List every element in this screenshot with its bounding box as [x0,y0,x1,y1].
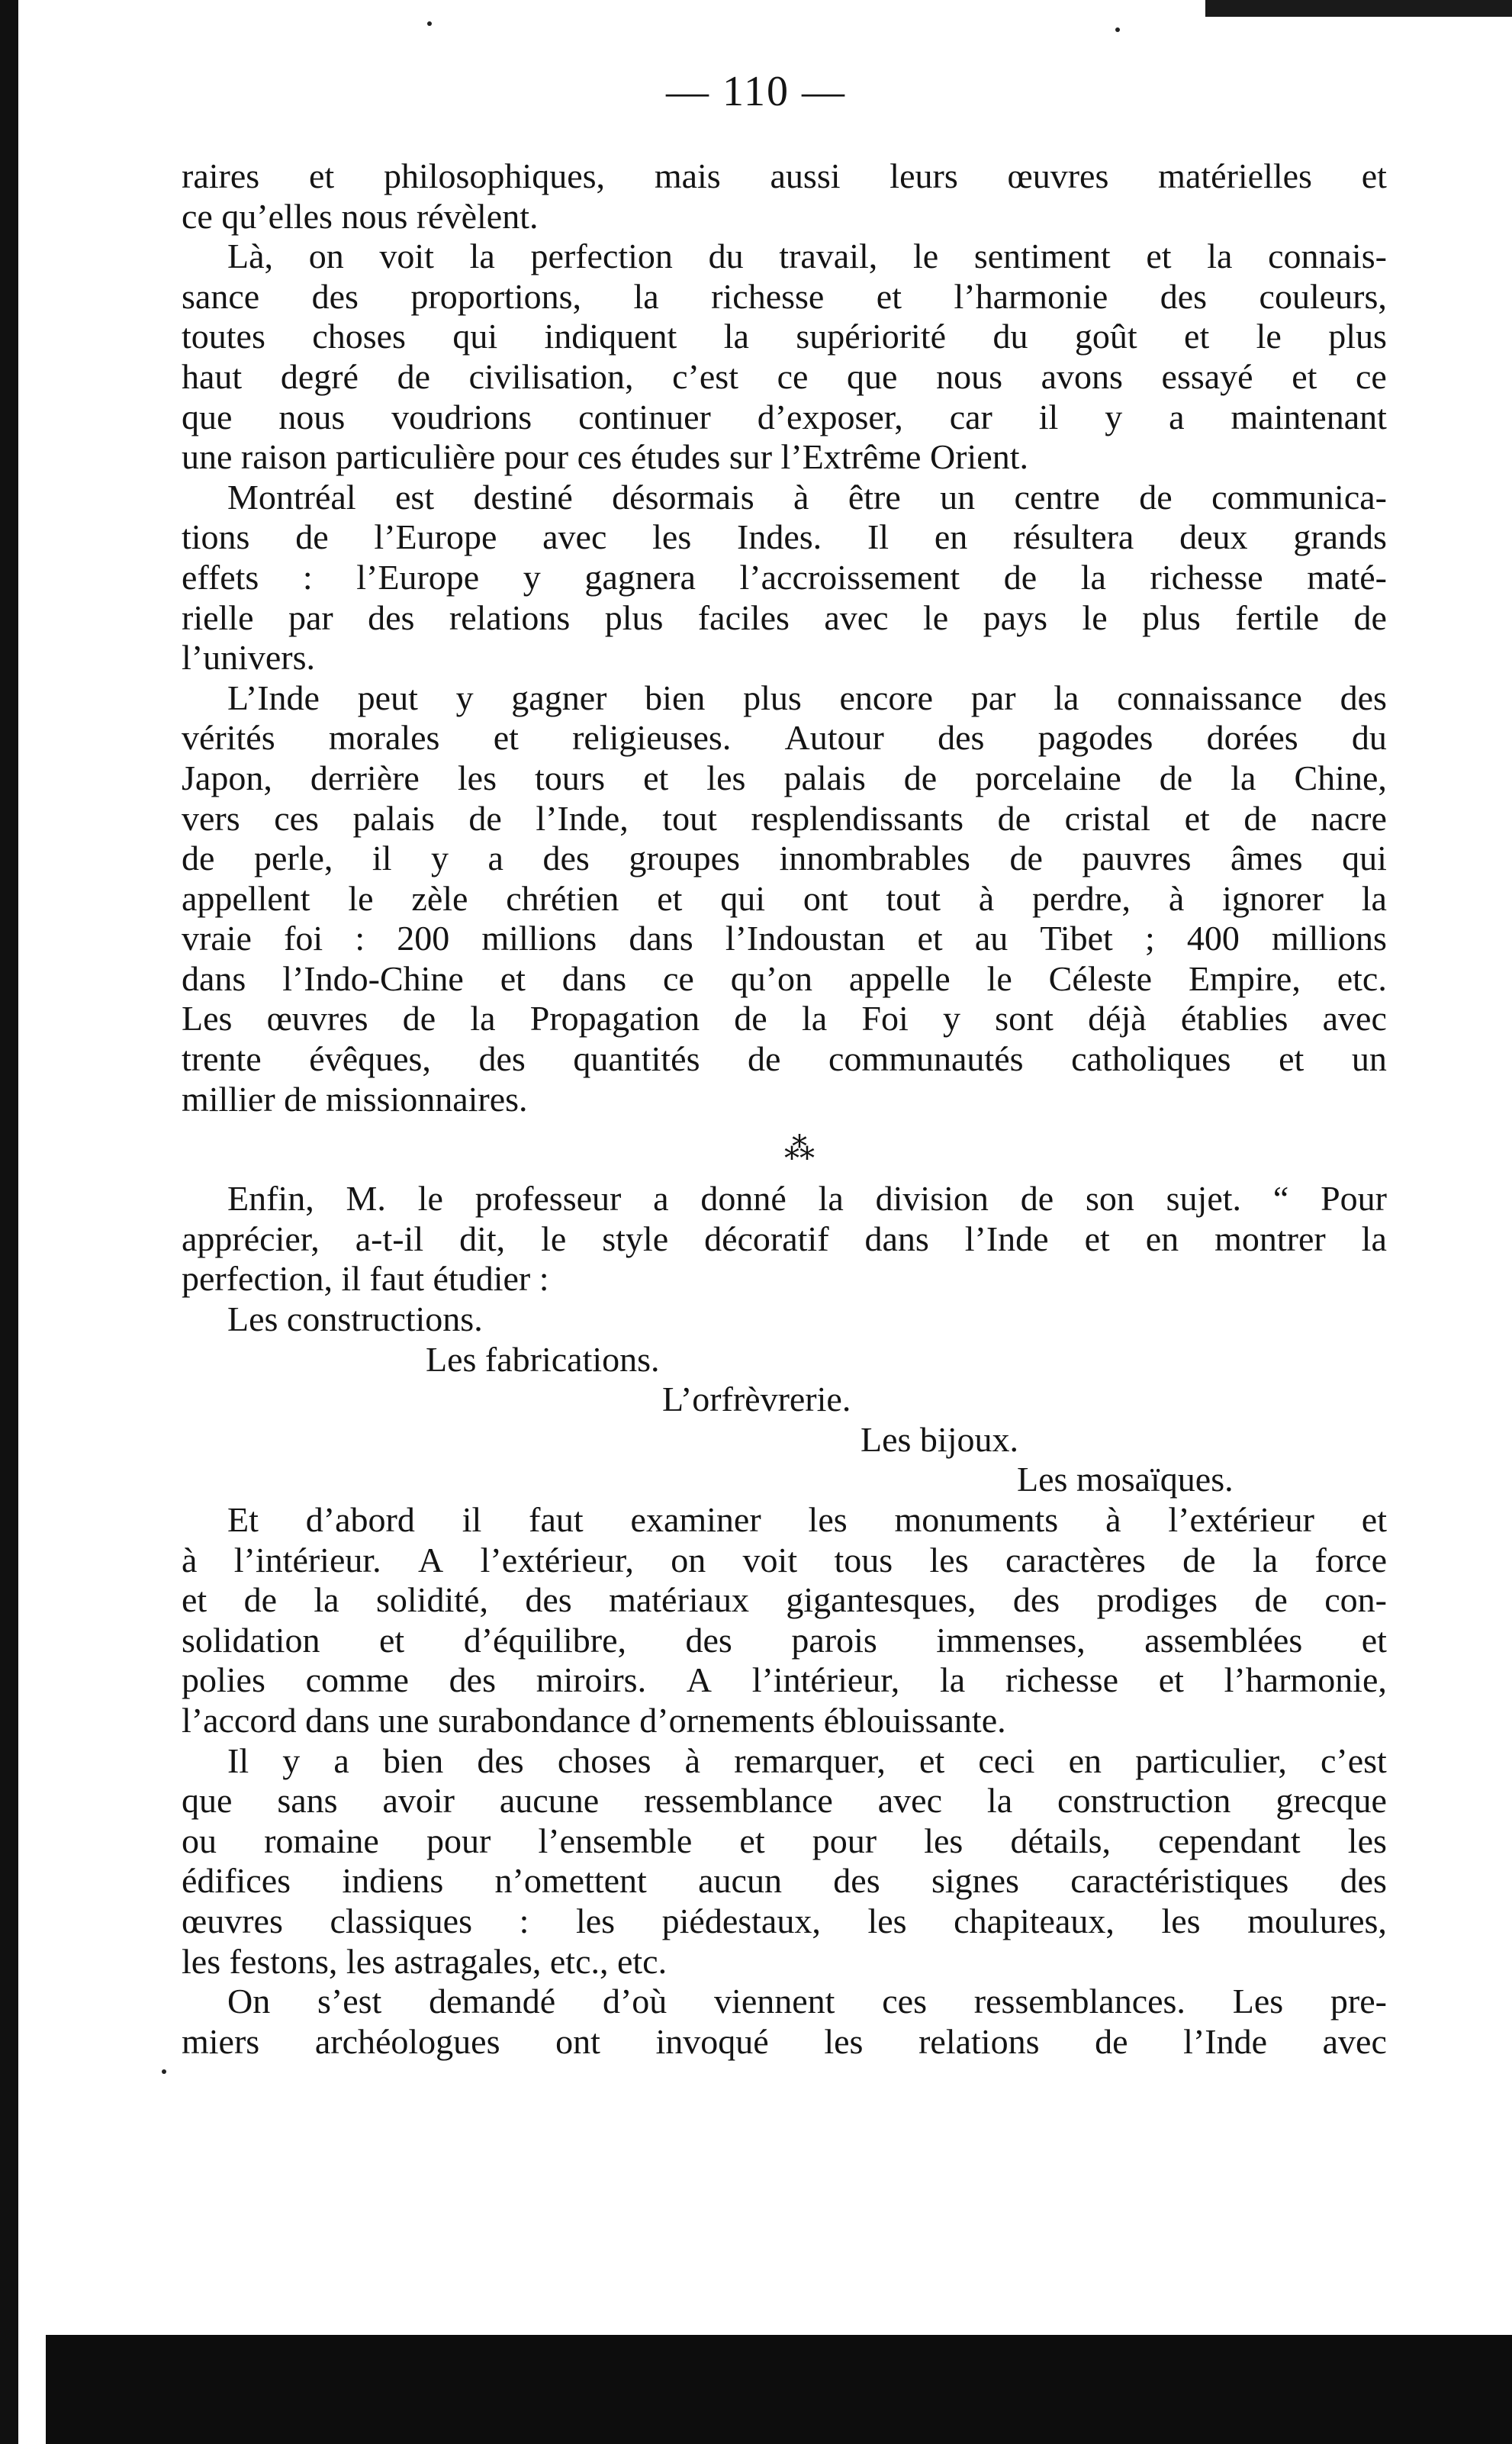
scan-speck [162,2069,166,2074]
text-line: tions de l’Europe avec les Indes. Il en résultera deux grands [182,517,1387,557]
text-line: une raison particulière pour ces études sur l’Extrême Orient. [182,437,1028,477]
division-list-item: Les mosaïques. [1017,1460,1234,1499]
text-line: sance des proportions, la richesse et l’harmonie des couleurs, [182,276,1387,316]
text-line: ou romaine pour l’ensemble et pour les détails, cependant les [182,1821,1387,1860]
text-line: trente évêques, des quantités de communautés catholiques et un [182,1039,1387,1079]
text-line: toutes choses qui indiquent la supériorité du goût et le plus [182,317,1387,356]
text-line: solidation et d’équilibre, des parois immenses, assemblées et [182,1620,1387,1660]
text-line: l’univers. [182,638,316,678]
text-line: appellent le zèle chrétien et qui ont tout à perdre, à ignorer la [182,878,1387,918]
text-line: les festons, les astragales, etc., etc. [182,1941,668,1981]
text-line: vérités morales et religieuses. Autour des pagodes dorées du [182,718,1387,758]
text-line: que nous voudrions continuer d’exposer, car il y a maintenant [182,397,1387,436]
text-line: rielle par des relations plus faciles avec le pays le plus fertile de [182,597,1387,637]
text-line: Japon, derrière les tours et les palais de porcelaine de la Chine, [182,758,1387,797]
body-section-3 [182,1500,1387,2062]
text-line: Là, on voit la perfection du travail, le sentiment et la connais- [227,237,1387,276]
text-line: Et d’abord il faut examiner les monuments à l’extérieur et [227,1500,1387,1539]
text-line: On s’est demandé d’où viennent ces ressemblances. Les pre- [227,1982,1387,2021]
scan-speck [427,21,432,26]
text-line: Enfin, M. le professeur a donné la division de son sujet. “ Pour [227,1179,1387,1219]
division-list-item: Les constructions. [227,1299,483,1339]
text-line: de perle, il y a des groupes innombrables de pauvres âmes qui [182,839,1387,878]
text-line: œuvres classiques : les piédestaux, les chapiteaux, les moulures, [182,1901,1387,1940]
page-body [182,156,1387,2062]
division-list-item: Les fabrications. [426,1339,660,1379]
text-line: apprécier, a-t-il dit, le style décoratif dans l’Inde et en montrer la [182,1219,1387,1258]
scan-speck [1115,27,1120,32]
text-line: haut degré de civilisation, c’est ce que nous avons essayé et ce [182,356,1387,396]
division-list-item: L’orfrèvrerie. [662,1380,851,1419]
division-list-item: Les bijoux. [861,1419,1018,1459]
text-line: que sans avoir aucune ressemblance avec la construction grecque [182,1781,1387,1821]
text-line: miers archéologues ont invoqué les relations de l’Inde avec [182,2021,1387,2061]
text-line: polies comme des miroirs. A l’intérieur, la richesse et l’harmonie, [182,1660,1387,1700]
division-list [182,1299,1387,1500]
text-line: vraie foi : 200 millions dans l’Indoustan et au Tibet ; 400 millions [182,919,1387,958]
text-line: Montréal est destiné désormais à être un centre de communica- [227,477,1387,517]
page-number: — 110 — [666,68,846,115]
asterism-separator: ⁂ [784,1132,815,1167]
text-line: à l’intérieur. A l’extérieur, on voit tous les caractères de la force [182,1540,1387,1579]
text-line: Les œuvres de la Propagation de la Foi y sont déjà établies avec [182,999,1387,1038]
scan-left-edge [0,0,18,2444]
text-line: Il y a bien des choses à remarquer, et ceci en particulier, c’est [227,1740,1387,1780]
text-line: millier de missionnaires. [182,1079,528,1119]
text-line: et de la solidité, des matériaux gigantesques, des prodiges de con- [182,1580,1387,1620]
body-section-1 [182,156,1387,1119]
text-line: L’Inde peut y gagner bien plus encore par la connaissance des [227,678,1387,717]
text-line: dans l’Indo-Chine et dans ce qu’on appelle le Céleste Empire, etc. [182,958,1387,998]
text-line: l’accord dans une surabondance d’ornements éblouissante. [182,1700,1006,1740]
text-line: perfection, il faut étudier : [182,1259,549,1299]
text-line: vers ces palais de l’Inde, tout resplendissants de cristal et de nacre [182,798,1387,838]
text-line: ce qu’elles nous révèlent. [182,196,539,236]
text-line: effets : l’Europe y gagnera l’accroissement de la richesse maté- [182,557,1387,597]
text-line: raires et philosophiques, mais aussi leurs œuvres matérielles et [182,156,1387,195]
body-section-2 [182,1179,1387,1299]
scan-bottom-edge [46,2335,1512,2444]
text-line: édifices indiens n’omettent aucun des signes caractéristiques des [182,1861,1387,1901]
scan-top-edge [1205,0,1512,17]
